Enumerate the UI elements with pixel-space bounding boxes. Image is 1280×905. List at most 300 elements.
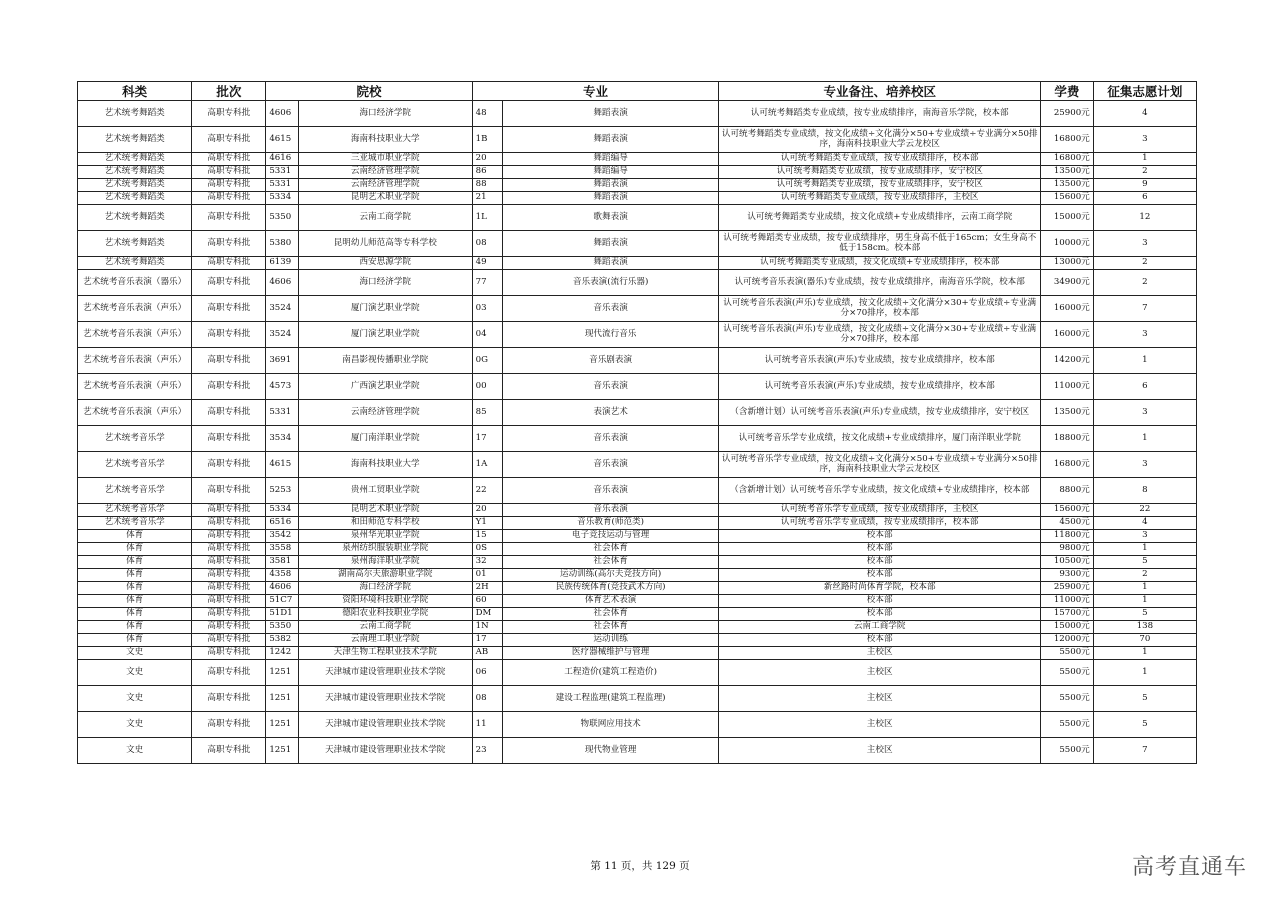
cell-school-code: 3581 bbox=[266, 556, 299, 569]
cell-plan: 7 bbox=[1093, 738, 1196, 764]
cell-plan: 2 bbox=[1093, 257, 1196, 270]
cell-batch: 高职专科批 bbox=[192, 504, 266, 517]
cell-major-code: 88 bbox=[472, 179, 502, 192]
cell-batch: 高职专科批 bbox=[192, 205, 266, 231]
cell-major-code: 32 bbox=[472, 556, 502, 569]
table-row bbox=[78, 400, 1197, 426]
cell-school: 海南科技职业大学 bbox=[298, 452, 472, 478]
cell-school: 资阳环境科技职业学院 bbox=[298, 595, 472, 608]
cell-batch: 高职专科批 bbox=[192, 478, 266, 504]
cell-plan: 2 bbox=[1093, 270, 1196, 296]
cell-note: 校本部 bbox=[719, 543, 1041, 556]
cell-school: 云南经济管理学院 bbox=[298, 179, 472, 192]
cell-major: 社会体育 bbox=[502, 543, 718, 556]
cell-major: 舞蹈表演 bbox=[502, 179, 718, 192]
cell-fee: 8800元 bbox=[1041, 478, 1094, 504]
cell-fee: 15700元 bbox=[1041, 608, 1094, 621]
cell-plan: 6 bbox=[1093, 192, 1196, 205]
header-note: 专业备注、培养校区 bbox=[719, 82, 1041, 101]
cell-category: 文史 bbox=[78, 738, 192, 764]
cell-fee: 4500元 bbox=[1041, 517, 1094, 530]
cell-plan: 70 bbox=[1093, 634, 1196, 647]
cell-major: 音乐剧表演 bbox=[502, 348, 718, 374]
cell-school-code: 4615 bbox=[266, 127, 299, 153]
page-number: 第 11 页，共 129 页 bbox=[590, 860, 690, 872]
cell-batch: 高职专科批 bbox=[192, 634, 266, 647]
table-row bbox=[78, 166, 1197, 179]
cell-school: 昆明艺术职业学院 bbox=[298, 192, 472, 205]
cell-category: 文史 bbox=[78, 686, 192, 712]
cell-note: 校本部 bbox=[719, 634, 1041, 647]
cell-major-code: 20 bbox=[472, 153, 502, 166]
cell-fee: 25900元 bbox=[1041, 101, 1094, 127]
cell-major: 表演艺术 bbox=[502, 400, 718, 426]
cell-category: 艺术统考音乐表演（声乐） bbox=[78, 400, 192, 426]
cell-fee: 11800元 bbox=[1041, 530, 1094, 543]
cell-plan: 5 bbox=[1093, 686, 1196, 712]
cell-note: 认可统考音乐表演(声乐)专业成绩，按专业成绩排序，校本部 bbox=[719, 374, 1041, 400]
cell-school-code: 1251 bbox=[266, 738, 299, 764]
cell-major: 医疗器械维护与管理 bbox=[502, 647, 718, 660]
table-row bbox=[78, 452, 1197, 478]
cell-school-code: 3542 bbox=[266, 530, 299, 543]
cell-major: 建设工程监理(建筑工程监理) bbox=[502, 686, 718, 712]
cell-school-code: 4616 bbox=[266, 153, 299, 166]
table-row bbox=[78, 296, 1197, 322]
cell-category: 艺术统考音乐学 bbox=[78, 517, 192, 530]
cell-school: 天津城市建设管理职业技术学院 bbox=[298, 738, 472, 764]
cell-note: 认可统考舞蹈类专业成绩，按专业成绩排序，南海音乐学院，校本部 bbox=[719, 101, 1041, 127]
cell-fee: 13500元 bbox=[1041, 166, 1094, 179]
cell-major: 音乐表演 bbox=[502, 504, 718, 517]
table-row bbox=[78, 660, 1197, 686]
cell-major-code: 15 bbox=[472, 530, 502, 543]
cell-batch: 高职专科批 bbox=[192, 231, 266, 257]
cell-fee: 25900元 bbox=[1041, 582, 1094, 595]
cell-note: 校本部 bbox=[719, 556, 1041, 569]
cell-category: 文史 bbox=[78, 712, 192, 738]
table-row bbox=[78, 231, 1197, 257]
cell-major-code: 0S bbox=[472, 543, 502, 556]
cell-school-code: 5334 bbox=[266, 192, 299, 205]
cell-major-code: 85 bbox=[472, 400, 502, 426]
cell-major-code: 1B bbox=[472, 127, 502, 153]
cell-major-code: 21 bbox=[472, 192, 502, 205]
table-row bbox=[78, 179, 1197, 192]
cell-batch: 高职专科批 bbox=[192, 348, 266, 374]
cell-school-code: 5331 bbox=[266, 166, 299, 179]
cell-school: 云南工商学院 bbox=[298, 205, 472, 231]
cell-fee: 34900元 bbox=[1041, 270, 1094, 296]
cell-note: 认可统考舞蹈类专业成绩，按专业成绩排序，校本部 bbox=[719, 153, 1041, 166]
cell-category: 体育 bbox=[78, 530, 192, 543]
cell-fee: 9300元 bbox=[1041, 569, 1094, 582]
cell-school-code: 6516 bbox=[266, 517, 299, 530]
cell-batch: 高职专科批 bbox=[192, 569, 266, 582]
cell-fee: 12000元 bbox=[1041, 634, 1094, 647]
cell-category: 体育 bbox=[78, 569, 192, 582]
cell-plan: 1 bbox=[1093, 426, 1196, 452]
cell-school: 泉州海洋职业学院 bbox=[298, 556, 472, 569]
cell-school-code: 4615 bbox=[266, 452, 299, 478]
cell-major: 现代流行音乐 bbox=[502, 322, 718, 348]
table-row bbox=[78, 608, 1197, 621]
cell-school: 厦门南洋职业学院 bbox=[298, 426, 472, 452]
cell-major-code: 01 bbox=[472, 569, 502, 582]
cell-batch: 高职专科批 bbox=[192, 101, 266, 127]
cell-school: 厦门演艺职业学院 bbox=[298, 296, 472, 322]
cell-batch: 高职专科批 bbox=[192, 712, 266, 738]
cell-category: 艺术统考音乐学 bbox=[78, 452, 192, 478]
cell-note: 认可统考音乐表演(声乐)专业成绩，按文化成绩÷文化满分×30+专业成绩÷专业满分×70排序，校本部 bbox=[719, 322, 1041, 348]
cell-batch: 高职专科批 bbox=[192, 530, 266, 543]
cell-plan: 5 bbox=[1093, 712, 1196, 738]
cell-major-code: 2H bbox=[472, 582, 502, 595]
cell-fee: 5500元 bbox=[1041, 712, 1094, 738]
cell-category: 体育 bbox=[78, 543, 192, 556]
cell-school-code: 5331 bbox=[266, 179, 299, 192]
table-row bbox=[78, 322, 1197, 348]
cell-major: 舞蹈表演 bbox=[502, 127, 718, 153]
cell-major: 物联网应用技术 bbox=[502, 712, 718, 738]
cell-school-code: 5350 bbox=[266, 205, 299, 231]
cell-major: 舞蹈编导 bbox=[502, 166, 718, 179]
cell-major: 音乐教育(师范类) bbox=[502, 517, 718, 530]
cell-school: 天津城市建设管理职业技术学院 bbox=[298, 712, 472, 738]
cell-batch: 高职专科批 bbox=[192, 270, 266, 296]
cell-note: 认可统考音乐学专业成绩，按文化成绩÷文化满分×50+专业成绩÷专业满分×50排序，海南科技职业大学云龙校区 bbox=[719, 452, 1041, 478]
cell-fee: 5500元 bbox=[1041, 647, 1094, 660]
cell-batch: 高职专科批 bbox=[192, 374, 266, 400]
cell-batch: 高职专科批 bbox=[192, 621, 266, 634]
cell-school: 海口经济学院 bbox=[298, 270, 472, 296]
cell-batch: 高职专科批 bbox=[192, 153, 266, 166]
cell-major: 社会体育 bbox=[502, 621, 718, 634]
table-row bbox=[78, 426, 1197, 452]
table-row bbox=[78, 205, 1197, 231]
cell-major-code: 00 bbox=[472, 374, 502, 400]
cell-fee: 16000元 bbox=[1041, 322, 1094, 348]
cell-school: 西安思源学院 bbox=[298, 257, 472, 270]
cell-note: 主校区 bbox=[719, 738, 1041, 764]
cell-plan: 4 bbox=[1093, 101, 1196, 127]
table-row bbox=[78, 686, 1197, 712]
table-row bbox=[78, 543, 1197, 556]
cell-school-code: 1251 bbox=[266, 686, 299, 712]
cell-batch: 高职专科批 bbox=[192, 686, 266, 712]
cell-category: 体育 bbox=[78, 556, 192, 569]
cell-major-code: 1N bbox=[472, 621, 502, 634]
cell-school: 云南理工职业学院 bbox=[298, 634, 472, 647]
cell-plan: 1 bbox=[1093, 660, 1196, 686]
cell-category: 文史 bbox=[78, 660, 192, 686]
cell-school-code: 4606 bbox=[266, 270, 299, 296]
cell-major-code: 04 bbox=[472, 322, 502, 348]
cell-major-code: 06 bbox=[472, 660, 502, 686]
cell-school-code: 4606 bbox=[266, 582, 299, 595]
table-row bbox=[78, 192, 1197, 205]
cell-major-code: 17 bbox=[472, 426, 502, 452]
cell-major-code: 08 bbox=[472, 231, 502, 257]
cell-school: 昆明艺术职业学院 bbox=[298, 504, 472, 517]
cell-category: 艺术统考音乐学 bbox=[78, 478, 192, 504]
cell-category: 体育 bbox=[78, 582, 192, 595]
cell-school-code: 6139 bbox=[266, 257, 299, 270]
cell-note: 主校区 bbox=[719, 660, 1041, 686]
cell-school: 贵州工贸职业学院 bbox=[298, 478, 472, 504]
cell-batch: 高职专科批 bbox=[192, 582, 266, 595]
cell-major: 歌舞表演 bbox=[502, 205, 718, 231]
table-row bbox=[78, 374, 1197, 400]
header-category: 科类 bbox=[78, 82, 192, 101]
cell-major: 音乐表演 bbox=[502, 426, 718, 452]
cell-school-code: 3524 bbox=[266, 322, 299, 348]
cell-fee: 10500元 bbox=[1041, 556, 1094, 569]
header-fee: 学费 bbox=[1041, 82, 1094, 101]
table-row bbox=[78, 569, 1197, 582]
cell-school: 和田师范专科学校 bbox=[298, 517, 472, 530]
cell-major-code: Y1 bbox=[472, 517, 502, 530]
cell-major-code: 60 bbox=[472, 595, 502, 608]
cell-note: 认可统考舞蹈类专业成绩，按文化成绩+专业成绩排序，云南工商学院 bbox=[719, 205, 1041, 231]
cell-category: 艺术统考音乐表演（声乐） bbox=[78, 348, 192, 374]
cell-school: 厦门演艺职业学院 bbox=[298, 322, 472, 348]
cell-fee: 14200元 bbox=[1041, 348, 1094, 374]
cell-fee: 15000元 bbox=[1041, 205, 1094, 231]
cell-school: 云南工商学院 bbox=[298, 621, 472, 634]
cell-note: 主校区 bbox=[719, 686, 1041, 712]
cell-fee: 11000元 bbox=[1041, 595, 1094, 608]
cell-major: 音乐表演 bbox=[502, 296, 718, 322]
cell-school: 云南经济管理学院 bbox=[298, 400, 472, 426]
cell-school-code: 1251 bbox=[266, 660, 299, 686]
cell-fee: 16800元 bbox=[1041, 127, 1094, 153]
cell-note: （含新增计划）认可统考音乐表演(声乐)专业成绩，按专业成绩排序，安宁校区 bbox=[719, 400, 1041, 426]
cell-batch: 高职专科批 bbox=[192, 127, 266, 153]
cell-category: 体育 bbox=[78, 595, 192, 608]
cell-batch: 高职专科批 bbox=[192, 595, 266, 608]
table-row bbox=[78, 595, 1197, 608]
cell-note: 认可统考舞蹈类专业成绩，按专业成绩排序，安宁校区 bbox=[719, 179, 1041, 192]
cell-category: 艺术统考舞蹈类 bbox=[78, 166, 192, 179]
cell-note: 校本部 bbox=[719, 595, 1041, 608]
cell-school-code: 4606 bbox=[266, 101, 299, 127]
cell-school-code: 1251 bbox=[266, 712, 299, 738]
cell-school: 泉州华光职业学院 bbox=[298, 530, 472, 543]
cell-school: 云南经济管理学院 bbox=[298, 166, 472, 179]
cell-school-code: 4358 bbox=[266, 569, 299, 582]
cell-school: 泉州纺织服装职业学院 bbox=[298, 543, 472, 556]
cell-note: 认可统考音乐表演(声乐)专业成绩，按专业成绩排序，校本部 bbox=[719, 348, 1041, 374]
table-row bbox=[78, 712, 1197, 738]
cell-fee: 5500元 bbox=[1041, 686, 1094, 712]
cell-major: 电子竞技运动与管理 bbox=[502, 530, 718, 543]
table-row bbox=[78, 556, 1197, 569]
cell-fee: 18800元 bbox=[1041, 426, 1094, 452]
cell-major-code: 11 bbox=[472, 712, 502, 738]
cell-category: 体育 bbox=[78, 634, 192, 647]
cell-batch: 高职专科批 bbox=[192, 426, 266, 452]
cell-major-code: 1L bbox=[472, 205, 502, 231]
cell-category: 体育 bbox=[78, 608, 192, 621]
cell-major: 体育艺术表演 bbox=[502, 595, 718, 608]
cell-major: 运动训练 bbox=[502, 634, 718, 647]
cell-plan: 4 bbox=[1093, 517, 1196, 530]
cell-batch: 高职专科批 bbox=[192, 257, 266, 270]
table-row bbox=[78, 348, 1197, 374]
cell-note: 认可统考舞蹈类专业成绩，按专业成绩排序，男生身高不低于165cm；女生身高不低于158cm。校本部 bbox=[719, 231, 1041, 257]
cell-category: 艺术统考音乐表演（声乐） bbox=[78, 322, 192, 348]
cell-category: 艺术统考舞蹈类 bbox=[78, 179, 192, 192]
cell-plan: 1 bbox=[1093, 582, 1196, 595]
cell-school: 德阳农业科技职业学院 bbox=[298, 608, 472, 621]
cell-school: 海南科技职业大学 bbox=[298, 127, 472, 153]
cell-school-code: 5380 bbox=[266, 231, 299, 257]
cell-plan: 3 bbox=[1093, 400, 1196, 426]
cell-plan: 3 bbox=[1093, 452, 1196, 478]
cell-category: 艺术统考舞蹈类 bbox=[78, 101, 192, 127]
cell-school-code: 3691 bbox=[266, 348, 299, 374]
header-school: 院校 bbox=[266, 82, 472, 101]
table-row bbox=[78, 517, 1197, 530]
cell-major-code: 1A bbox=[472, 452, 502, 478]
cell-note: （含新增计划）认可统考音乐学专业成绩，按文化成绩+专业成绩排序，校本部 bbox=[719, 478, 1041, 504]
cell-fee: 16800元 bbox=[1041, 153, 1094, 166]
cell-plan: 1 bbox=[1093, 595, 1196, 608]
cell-batch: 高职专科批 bbox=[192, 400, 266, 426]
cell-category: 艺术统考音乐学 bbox=[78, 426, 192, 452]
cell-batch: 高职专科批 bbox=[192, 543, 266, 556]
cell-fee: 11000元 bbox=[1041, 374, 1094, 400]
cell-school: 广西演艺职业学院 bbox=[298, 374, 472, 400]
cell-batch: 高职专科批 bbox=[192, 517, 266, 530]
cell-school-code: 5382 bbox=[266, 634, 299, 647]
cell-major-code: 22 bbox=[472, 478, 502, 504]
cell-major-code: 08 bbox=[472, 686, 502, 712]
table-row bbox=[78, 504, 1197, 517]
cell-batch: 高职专科批 bbox=[192, 738, 266, 764]
cell-major-code: 20 bbox=[472, 504, 502, 517]
cell-plan: 1 bbox=[1093, 153, 1196, 166]
table-row bbox=[78, 101, 1197, 127]
cell-batch: 高职专科批 bbox=[192, 296, 266, 322]
table-row bbox=[78, 647, 1197, 660]
cell-fee: 5500元 bbox=[1041, 738, 1094, 764]
cell-school: 天津生物工程职业技术学院 bbox=[298, 647, 472, 660]
table-row bbox=[78, 153, 1197, 166]
cell-note: 认可统考舞蹈类专业成绩，按文化成绩+专业成绩排序，校本部 bbox=[719, 257, 1041, 270]
cell-major-code: AB bbox=[472, 647, 502, 660]
cell-category: 艺术统考音乐学 bbox=[78, 504, 192, 517]
cell-category: 艺术统考舞蹈类 bbox=[78, 205, 192, 231]
cell-fee: 5500元 bbox=[1041, 660, 1094, 686]
cell-plan: 1 bbox=[1093, 348, 1196, 374]
header-major: 专业 bbox=[472, 82, 719, 101]
cell-school: 三亚城市职业学院 bbox=[298, 153, 472, 166]
cell-fee: 15600元 bbox=[1041, 504, 1094, 517]
table-row bbox=[78, 634, 1197, 647]
cell-major: 工程造价(建筑工程造价) bbox=[502, 660, 718, 686]
cell-major: 音乐表演(流行乐器) bbox=[502, 270, 718, 296]
cell-major: 舞蹈编导 bbox=[502, 153, 718, 166]
cell-fee: 10000元 bbox=[1041, 231, 1094, 257]
cell-category: 艺术统考音乐表演（声乐） bbox=[78, 296, 192, 322]
cell-fee: 13000元 bbox=[1041, 257, 1094, 270]
cell-plan: 12 bbox=[1093, 205, 1196, 231]
table-row bbox=[78, 530, 1197, 543]
cell-major: 舞蹈表演 bbox=[502, 101, 718, 127]
cell-major: 运动训练(高尔夫竞技方向) bbox=[502, 569, 718, 582]
cell-fee: 16000元 bbox=[1041, 296, 1094, 322]
cell-plan: 5 bbox=[1093, 556, 1196, 569]
cell-major: 音乐表演 bbox=[502, 452, 718, 478]
cell-major: 社会体育 bbox=[502, 608, 718, 621]
cell-plan: 3 bbox=[1093, 530, 1196, 543]
table-row bbox=[78, 257, 1197, 270]
cell-category: 艺术统考舞蹈类 bbox=[78, 257, 192, 270]
cell-category: 艺术统考音乐表演（器乐） bbox=[78, 270, 192, 296]
cell-major: 舞蹈表演 bbox=[502, 192, 718, 205]
cell-note: 新丝路时尚体育学院，校本部 bbox=[719, 582, 1041, 595]
cell-school-code: 51D1 bbox=[266, 608, 299, 621]
cell-school-code: 3558 bbox=[266, 543, 299, 556]
cell-batch: 高职专科批 bbox=[192, 556, 266, 569]
cell-batch: 高职专科批 bbox=[192, 322, 266, 348]
cell-major: 舞蹈表演 bbox=[502, 257, 718, 270]
cell-school: 湖南高尔夫旅游职业学院 bbox=[298, 569, 472, 582]
cell-plan: 9 bbox=[1093, 179, 1196, 192]
cell-note: 校本部 bbox=[719, 569, 1041, 582]
cell-note: 认可统考音乐表演(器乐)专业成绩，按专业成绩排序，南海音乐学院，校本部 bbox=[719, 270, 1041, 296]
cell-major: 现代物业管理 bbox=[502, 738, 718, 764]
cell-plan: 1 bbox=[1093, 647, 1196, 660]
admission-plan-table bbox=[77, 81, 1197, 764]
cell-plan: 22 bbox=[1093, 504, 1196, 517]
cell-plan: 6 bbox=[1093, 374, 1196, 400]
cell-fee: 16800元 bbox=[1041, 452, 1094, 478]
cell-plan: 2 bbox=[1093, 569, 1196, 582]
cell-major-code: 23 bbox=[472, 738, 502, 764]
cell-fee: 9800元 bbox=[1041, 543, 1094, 556]
cell-category: 艺术统考舞蹈类 bbox=[78, 127, 192, 153]
cell-category: 体育 bbox=[78, 621, 192, 634]
cell-fee: 13500元 bbox=[1041, 400, 1094, 426]
cell-category: 艺术统考舞蹈类 bbox=[78, 231, 192, 257]
header-plan: 征集志愿计划 bbox=[1093, 82, 1196, 101]
cell-note: 认可统考音乐学专业成绩，按文化成绩+专业成绩排序，厦门南洋职业学院 bbox=[719, 426, 1041, 452]
table-row bbox=[78, 127, 1197, 153]
cell-batch: 高职专科批 bbox=[192, 192, 266, 205]
cell-fee: 13500元 bbox=[1041, 179, 1094, 192]
cell-school: 海口经济学院 bbox=[298, 582, 472, 595]
cell-batch: 高职专科批 bbox=[192, 647, 266, 660]
cell-category: 艺术统考舞蹈类 bbox=[78, 153, 192, 166]
cell-school-code: 3534 bbox=[266, 426, 299, 452]
cell-note: 校本部 bbox=[719, 608, 1041, 621]
cell-batch: 高职专科批 bbox=[192, 660, 266, 686]
cell-batch: 高职专科批 bbox=[192, 179, 266, 192]
cell-major-code: DM bbox=[472, 608, 502, 621]
cell-plan: 3 bbox=[1093, 127, 1196, 153]
cell-fee: 15600元 bbox=[1041, 192, 1094, 205]
table-row bbox=[78, 478, 1197, 504]
cell-major: 社会体育 bbox=[502, 556, 718, 569]
cell-note: 认可统考舞蹈类专业成绩，按专业成绩排序，主校区 bbox=[719, 192, 1041, 205]
table-row bbox=[78, 582, 1197, 595]
cell-plan: 8 bbox=[1093, 478, 1196, 504]
cell-major-code: 48 bbox=[472, 101, 502, 127]
cell-note: 认可统考音乐学专业成绩，按专业成绩排序，主校区 bbox=[719, 504, 1041, 517]
